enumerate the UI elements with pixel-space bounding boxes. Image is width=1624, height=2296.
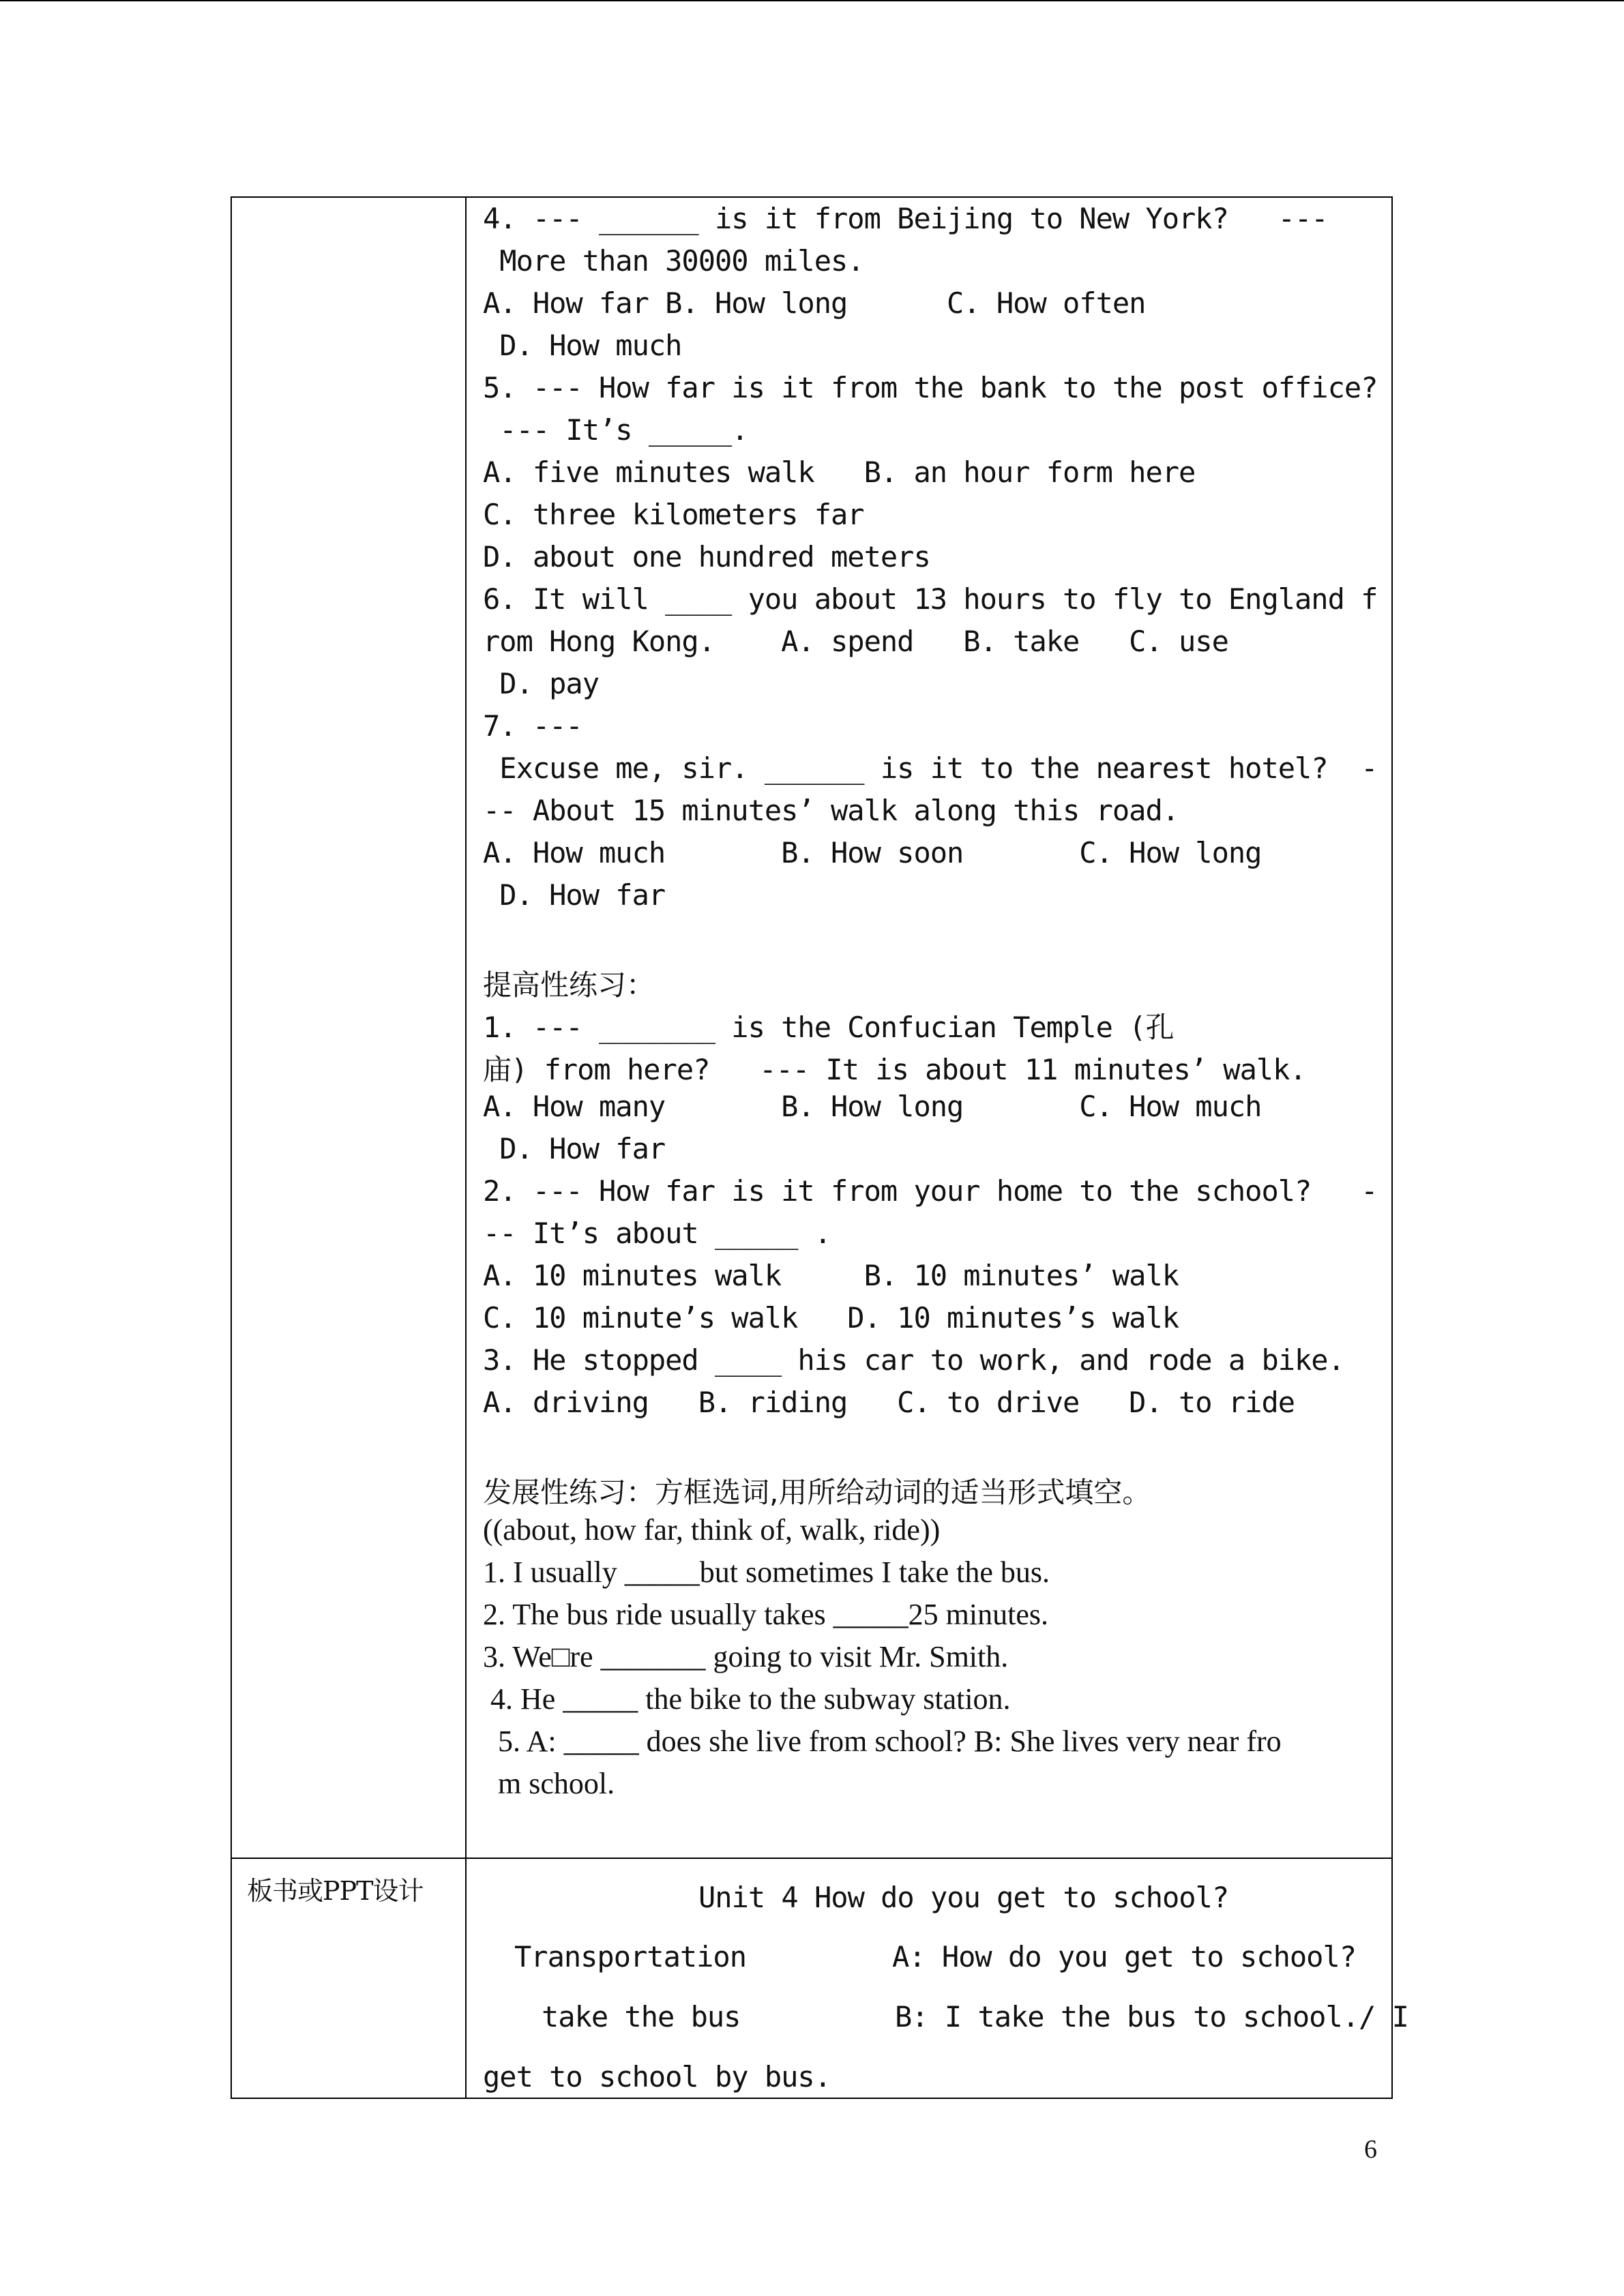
advanced-line: A. 10 minutes walk B. 10 minutes’ walk: [483, 1259, 1179, 1292]
development-line: 2. The bus ride usually takes _____25 minutes.: [483, 1598, 1048, 1631]
q5-options-ab: A. five minutes walk B. an hour form here: [483, 456, 1196, 489]
board-right-1: A: How do you get to school?: [892, 1940, 1357, 1973]
advanced-line: 2. --- How far is it from your home to the school? -: [483, 1174, 1378, 1208]
board-left-1: Transportation: [514, 1940, 747, 1973]
q4-option-d: D. How much: [483, 329, 682, 362]
left-column: [232, 198, 467, 2098]
development-line: 5. A: _____ does she live from school? B: She lives very near fro: [483, 1725, 1282, 1758]
board-continuation: get to school by bus.: [483, 2060, 831, 2093]
q7-line1: 7. ---: [483, 709, 582, 743]
advanced-line: 1. --- _______ is the Confucian Temple (孔: [483, 1011, 1174, 1044]
q6-line1: 6. It will ____ you about 13 hours to fly to England f: [483, 582, 1378, 616]
q7-line2: Excuse me, sir. ______ is it to the nearest hotel? -: [483, 751, 1378, 785]
board-right-2: B: I take the bus to school./ I: [895, 2000, 1408, 2033]
development-line: ((about, how far, think of, walk, ride)): [483, 1513, 941, 1547]
board-title: Unit 4 How do you get to school?: [698, 1881, 1229, 1914]
q5-option-d: D. about one hundred meters: [483, 540, 930, 573]
advanced-line: 庙) from here? --- It is about 11 minutes’ walk.: [483, 1053, 1306, 1086]
development-line: 4. He _____ the bike to the subway station.: [483, 1682, 1011, 1716]
q7-line3: -- About 15 minutes’ walk along this road.: [483, 794, 1179, 827]
top-rule: [0, 0, 1624, 1]
advanced-line: -- It’s about _____ .: [483, 1217, 831, 1250]
q7-options: A. How much B. How soon C. How long: [483, 836, 1262, 869]
advanced-line: A. driving B. riding C. to drive D. to ride: [483, 1386, 1295, 1419]
advanced-line: 3. He stopped ____ his car to work, and rode a bike.: [483, 1343, 1344, 1377]
page-number: 6: [1364, 2135, 1377, 2164]
development-line: m school.: [483, 1767, 615, 1800]
q4-line2: More than 30000 miles.: [483, 244, 864, 278]
development-line: 3. We□re _______ going to visit Mr. Smith.: [483, 1640, 1009, 1673]
board-left-2: take the bus: [542, 2000, 741, 2033]
development-line: 1. I usually _____but sometimes I take the bus.: [483, 1555, 1050, 1589]
lesson-table: [231, 196, 1408, 2099]
advanced-line: D. How far: [483, 1132, 666, 1165]
q5-line1: 5. --- How far is it from the bank to the post office?: [483, 371, 1378, 404]
advanced-line: C. 10 minute’s walk D. 10 minutes’s walk: [483, 1301, 1179, 1335]
row-divider: [232, 1858, 1391, 1859]
q4-options: A. How far B. How long C. How often: [483, 286, 1146, 320]
board-design-label: 板书或PPT设计: [247, 1876, 424, 1906]
q4-line1: 4. --- ______ is it from Beijing to New York? ---: [483, 202, 1328, 235]
q6-option-d: D. pay: [483, 667, 600, 700]
advanced-heading: 提高性练习：: [483, 968, 655, 1002]
q6-line2: rom Hong Kong. A. spend B. take C. use: [483, 625, 1228, 658]
q5-option-c: C. three kilometers far: [483, 498, 864, 531]
advanced-line: A. How many B. How long C. How much: [483, 1090, 1262, 1123]
q7-option-d: D. How far: [483, 878, 666, 912]
development-heading: 发展性练习：方框选词,用所给动词的适当形式填空。: [483, 1476, 1151, 1509]
q5-line2: --- It’s _____.: [483, 413, 748, 447]
